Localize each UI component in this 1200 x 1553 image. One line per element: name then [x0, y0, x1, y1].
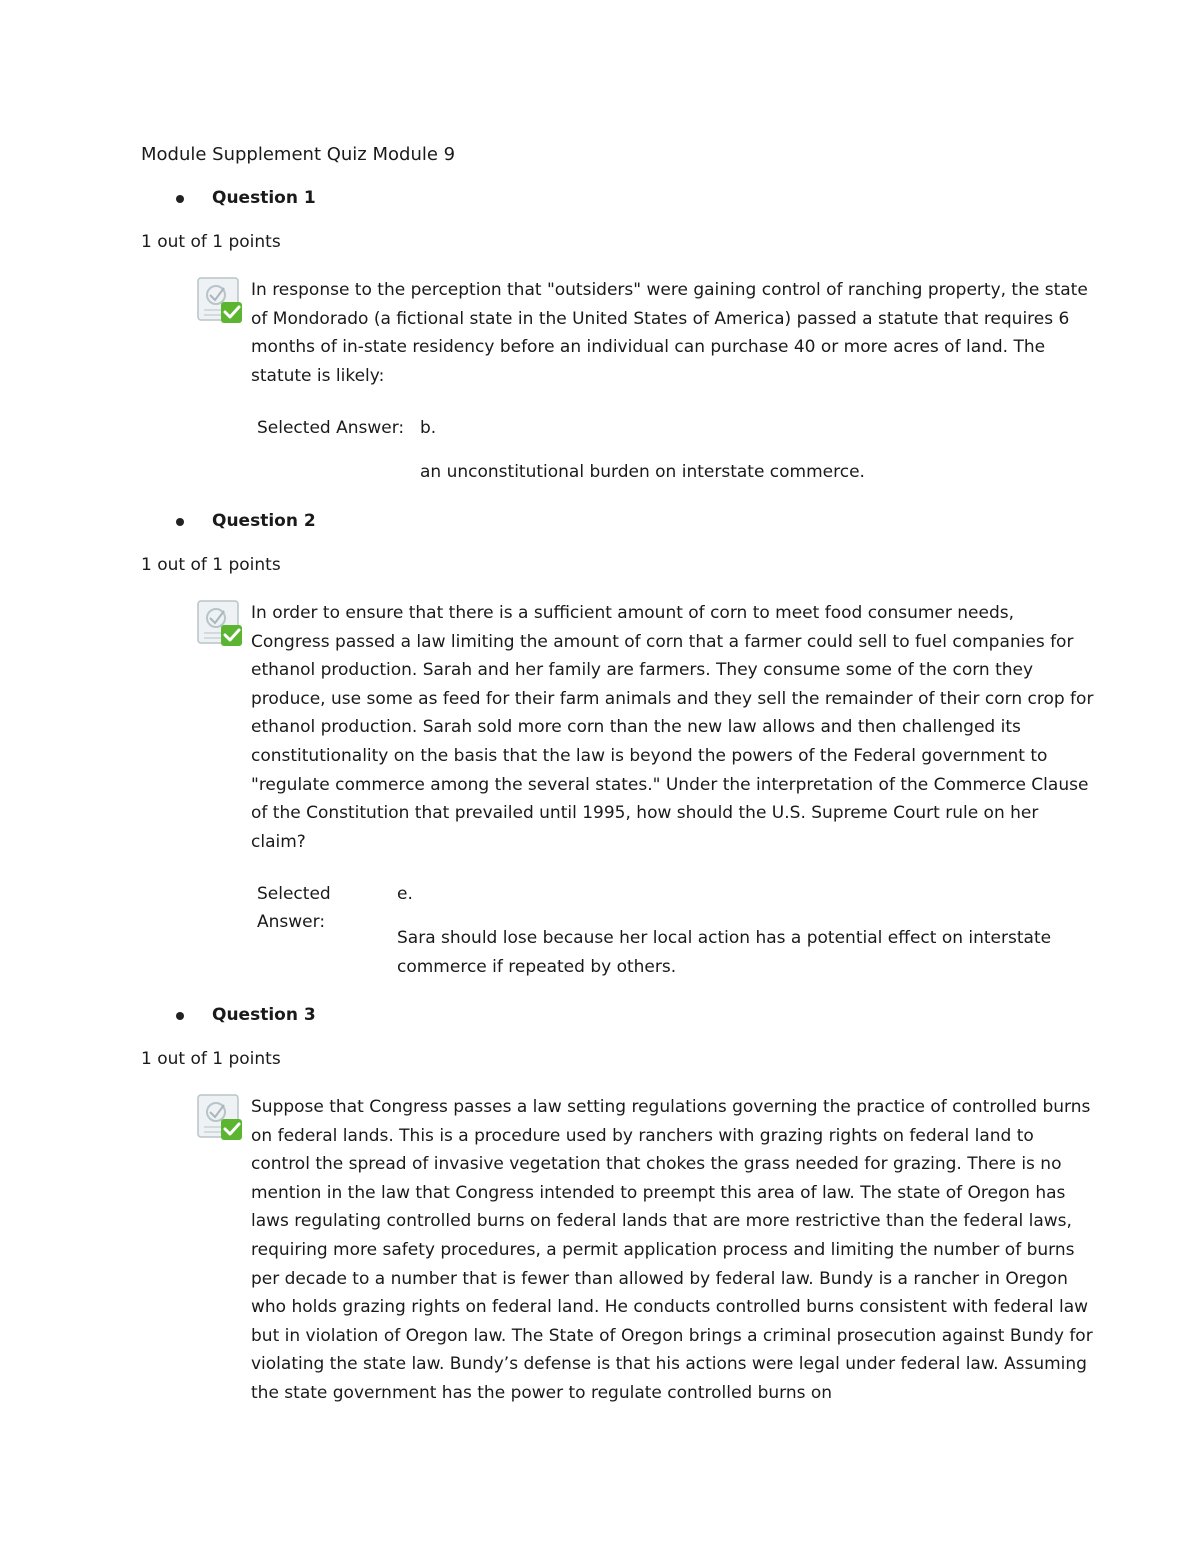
question-1-selected-answer-label: Selected Answer:: [257, 418, 405, 438]
question-2-answer-text: Sara should lose because her local action has a potential effect on interstate commerce if repeated by others.: [397, 928, 1052, 977]
question-3-text: Suppose that Congress passes a law setting regulations governing the practice of controlled burns on federal lands. This is a procedure used by ranchers with grazing rights on federal land to control the spread of invasive vegetation that chokes the grass needed for grazing. There is no mention in the law that Congress intended to preempt this area of law. The state of Oregon has laws regulating controlled burns on federal lands that are more restrictive than the federal laws, requiring more safety procedures, a permit application process and limiting the number of burns per decade to a number that is fewer than allowed by federal law. Bundy is a rancher in Oregon who holds grazing rights on federal land. He conducts controlled burns consistent with federal law but in violation of Oregon law. The State of Oregon brings a criminal prosecution against Bundy for violating the state law. Bundy’s defense is that his actions were legal under federal law. Assuming the state government has the power to regulate controlled burns on: [251, 1097, 1093, 1403]
question-2-label: Question 2: [212, 511, 316, 531]
question-2-selected-answer-label-line2: Answer:: [257, 912, 326, 932]
question-1-bullet: [176, 195, 184, 203]
question-2-bullet: [176, 518, 184, 526]
question-1-text: In response to the perception that "outsiders" were gaining control of ranching property, the state of Mondorado (a fictional state in the United States of America) passed a statute that requires 6 months of in-state residency before an individual can purchase 40 or more acres of land. The statute is likely:: [251, 280, 1088, 386]
question-1-answer-text: an unconstitutional burden on interstate commerce.: [420, 462, 865, 482]
question-1-label: Question 1: [212, 188, 316, 208]
question-1-answer-letter: b.: [420, 418, 437, 438]
correct-answer-checkmark-icon: [196, 1093, 244, 1141]
correct-answer-checkmark-icon: [196, 599, 244, 647]
question-2-selected-answer-label-line1: Selected: [257, 884, 331, 904]
document-title: Module Supplement Quiz Module 9: [141, 144, 456, 165]
question-2-points: 1 out of 1 points: [141, 555, 281, 575]
question-2-answer-letter: e.: [397, 884, 413, 904]
question-2-text: In order to ensure that there is a sufficient amount of corn to meet food consumer needs, Congress passed a law limiting the amount of corn that a farmer could sell to fuel companies for ethanol production. Sarah and her family are farmers. They consume some of the corn they produce, use some as feed for their farm animals and they sell the remainder of their corn crop for ethanol production. Sarah sold more corn than the new law allows and then challenged its constitutionality on the basis that the law is beyond the powers of the Federal government to "regulate commerce among the several states." Under the interpretation of the Commerce Clause of the Constitution that prevailed until 1995, how should the U.S. Supreme Court rule on her claim?: [251, 603, 1094, 852]
correct-answer-checkmark-icon: [196, 276, 244, 324]
question-3-bullet: [176, 1012, 184, 1020]
question-3-label: Question 3: [212, 1005, 316, 1025]
question-3-points: 1 out of 1 points: [141, 1049, 281, 1069]
question-1-points: 1 out of 1 points: [141, 232, 281, 252]
